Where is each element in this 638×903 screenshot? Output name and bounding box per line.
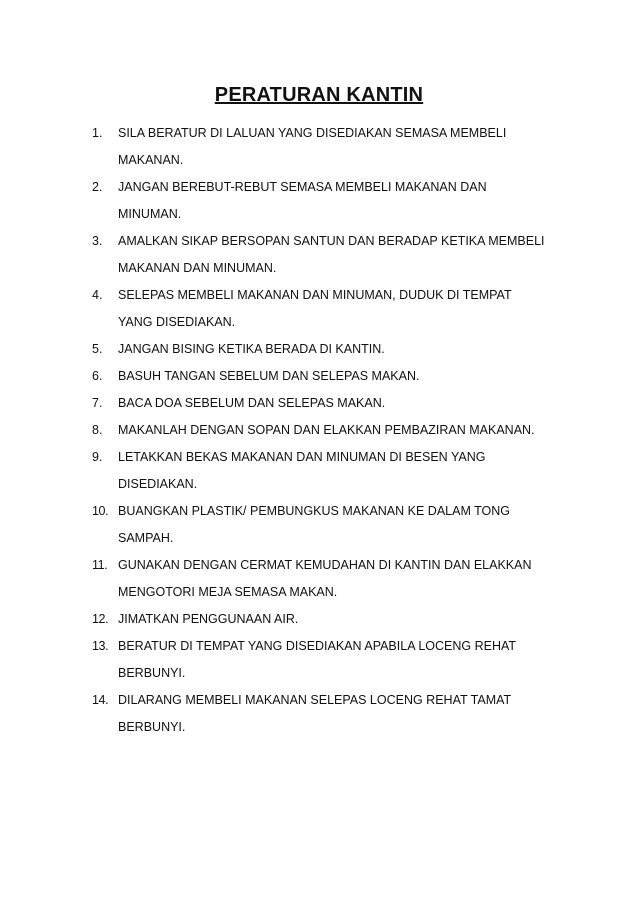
rule-line: DILARANG MEMBELI MAKANAN SELEPAS LOCENG REHAT TAMAT (118, 693, 512, 707)
rule-line: BUANGKAN PLASTIK/ PEMBUNGKUS MAKANAN KE DALAM TONG (118, 504, 510, 518)
rule-item (92, 633, 562, 687)
rule-line: MINUMAN. (118, 207, 182, 221)
rule-number: 1. (92, 126, 103, 140)
rule-number: 14. (92, 693, 109, 707)
rule-line: DISEDIAKAN. (118, 477, 198, 491)
rule-line: JANGAN BISING KETIKA BERADA DI KANTIN. (118, 342, 385, 356)
rule-number: 10. (92, 504, 109, 518)
rule-line: SAMPAH. (118, 531, 174, 545)
rule-line: BASUH TANGAN SEBELUM DAN SELEPAS MAKAN. (118, 369, 420, 383)
rule-line: JANGAN BEREBUT-REBUT SEMASA MEMBELI MAKANAN DAN (118, 180, 487, 194)
rule-line: MAKANLAH DENGAN SOPAN DAN ELAKKAN PEMBAZIRAN MAKANAN. (118, 423, 535, 437)
rule-item (92, 687, 562, 741)
rules-list (92, 120, 562, 741)
rule-item (92, 444, 562, 498)
rule-item (92, 228, 562, 282)
rule-number: 7. (92, 396, 103, 410)
rule-number: 11. (92, 558, 108, 572)
rule-line: SELEPAS MEMBELI MAKANAN DAN MINUMAN, DUDUK DI TEMPAT (118, 288, 512, 302)
rule-line: BERBUNYI. (118, 720, 186, 734)
rule-line: MAKANAN. (118, 153, 184, 167)
rule-item (92, 417, 562, 444)
rule-line: BACA DOA SEBELUM DAN SELEPAS MAKAN. (118, 396, 386, 410)
rule-line: YANG DISEDIAKAN. (118, 315, 236, 329)
rule-line: BERATUR DI TEMPAT YANG DISEDIAKAN APABILA LOCENG REHAT (118, 639, 517, 653)
rule-item (92, 552, 562, 606)
rule-line: MENGOTORI MEJA SEMASA MAKAN. (118, 585, 338, 599)
rule-item (92, 282, 562, 336)
rule-line: LETAKKAN BEKAS MAKANAN DAN MINUMAN DI BESEN YANG (118, 450, 486, 464)
rule-number: 6. (92, 369, 103, 383)
rule-line: BERBUNYI. (118, 666, 186, 680)
rule-item (92, 390, 562, 417)
rule-line: SILA BERATUR DI LALUAN YANG DISEDIAKAN SEMASA MEMBELI (118, 126, 507, 140)
rule-number: 3. (92, 234, 103, 248)
rule-item (92, 606, 562, 633)
rule-item (92, 336, 562, 363)
rule-line: GUNAKAN DENGAN CERMAT KEMUDAHAN DI KANTIN DAN ELAKKAN (118, 558, 532, 572)
rule-item (92, 120, 562, 174)
rule-number: 2. (92, 180, 103, 194)
rule-line: AMALKAN SIKAP BERSOPAN SANTUN DAN BERADAP KETIKA MEMBELI (118, 234, 545, 248)
rule-line: MAKANAN DAN MINUMAN. (118, 261, 277, 275)
rule-number: 8. (92, 423, 103, 437)
rule-item (92, 498, 562, 552)
rule-number: 5. (92, 342, 103, 356)
rule-number: 13. (92, 639, 109, 653)
rule-number: 9. (92, 450, 103, 464)
document-title: PERATURAN KANTIN (214, 84, 424, 106)
rule-item (92, 174, 562, 228)
rule-number: 12. (92, 612, 109, 626)
rule-line: JIMATKAN PENGGUNAAN AIR. (118, 612, 299, 626)
rule-item (92, 363, 562, 390)
rule-number: 4. (92, 288, 103, 302)
